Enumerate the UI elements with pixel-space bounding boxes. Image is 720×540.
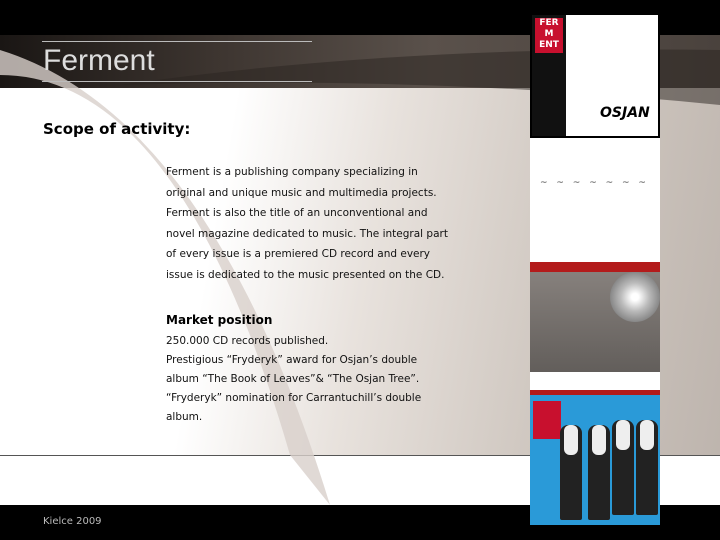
text-line: album “The Book of Leaves”& “The Osjan Tree”. (166, 373, 420, 385)
market-text (166, 332, 466, 427)
text-line: issue is dedicated to the music presented on the CD. (166, 268, 445, 281)
scope-text (166, 162, 466, 285)
text-line: novel magazine dedicated to music. The integral part (166, 227, 448, 240)
osjan-logo: OSJAN (600, 105, 650, 121)
title-rule-top (42, 41, 312, 42)
text-line: original and unique music and multimedia projects. (166, 186, 437, 199)
magazine-cover-band (530, 262, 660, 395)
text-line: Ferment is a publishing company specializing in (166, 166, 418, 178)
cd-booklet-cover (530, 138, 660, 262)
market-heading: Market position (166, 313, 273, 327)
magazine-cover-blue (530, 395, 660, 525)
handwritten-lettering: ~ ~ ~ ~ ~ ~ ~ (540, 178, 649, 188)
text-line: Prestigious “Fryderyk” award for Osjan’s double (166, 354, 418, 366)
slide-title: Ferment (43, 44, 155, 77)
text-line: album. (166, 411, 203, 423)
magazine-cover-osjan (530, 13, 660, 138)
text-line: “Fryderyk” nomination for Carrantuchill’s double (166, 392, 422, 404)
text-line: 250.000 CD records published. (166, 335, 329, 347)
title-rule-bottom (42, 81, 312, 82)
cd-image (610, 272, 660, 322)
footer-text: Kielce 2009 (43, 516, 102, 527)
text-line: of every issue is a premiered CD record and every (166, 248, 431, 260)
text-line: Ferment is also the title of an unconventional and (166, 207, 428, 219)
ferment-logo: FER M ENT (535, 18, 563, 53)
scope-heading: Scope of activity: (43, 120, 191, 138)
